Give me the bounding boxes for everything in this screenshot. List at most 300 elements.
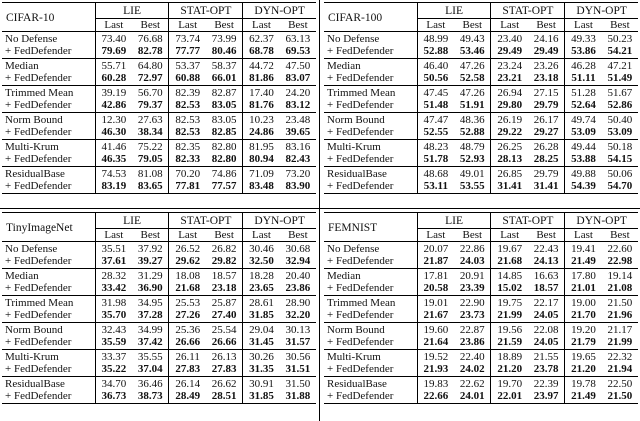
cell-value-bold: 52.58: [459, 72, 485, 84]
cell-value: 30.26: [243, 350, 280, 364]
cell-value: 49.88: [565, 167, 602, 181]
cell-value-bold: 51.11: [565, 72, 602, 86]
panel-femnist: [324, 212, 638, 419]
cell-value-bold: 80.94: [243, 153, 280, 167]
cell-value-bold: 35.22: [95, 363, 132, 377]
cell-value-bold: 83.19: [95, 180, 132, 194]
cell-value: 26.13: [211, 350, 237, 363]
cell-value: 49.43: [459, 32, 485, 45]
cell-value-bold: 23.65: [243, 282, 280, 296]
cell-value-bold: 28.25: [533, 153, 559, 165]
cell-value: 62.37: [243, 32, 280, 46]
table-row: [324, 269, 638, 283]
cell-value: 25.87: [211, 296, 237, 309]
cell-value: 27.15: [533, 86, 559, 99]
cell-value: 26.17: [533, 113, 559, 126]
cell-value-bold: 53.55: [459, 180, 485, 192]
cell-value-bold: 21.20: [565, 363, 602, 377]
cell-value-bold: 24.86: [243, 126, 280, 140]
cell-value-bold: 23.18: [211, 282, 237, 294]
cell-value: 19.65: [565, 350, 602, 364]
defense-name: Multi-Krum: [5, 350, 59, 363]
metric-subheader: Best: [288, 228, 308, 241]
cell-value-bold: 21.79: [565, 336, 602, 350]
attack-group-header: STAT-OPT: [491, 213, 565, 229]
cell-value-bold: 15.02: [491, 282, 528, 296]
cell-value: 53.37: [169, 59, 206, 73]
cell-value-bold: 39.27: [137, 255, 163, 267]
cell-value: 22.86: [459, 242, 485, 255]
cell-value-bold: 24.05: [533, 309, 559, 321]
cell-value: 31.98: [95, 296, 132, 310]
attack-group-header: STAT-OPT: [169, 213, 243, 229]
defense-name: No Defense: [327, 32, 380, 45]
table-row: [2, 126, 316, 140]
cell-value: 30.68: [285, 242, 311, 255]
cell-value: 20.91: [459, 269, 485, 282]
feddefender-label: + FedDefender: [327, 336, 394, 348]
feddefender-label: + FedDefender: [5, 255, 72, 267]
cell-value: 23.26: [533, 59, 559, 72]
cell-value: 46.28: [565, 59, 602, 73]
metric-subheader: Best: [462, 18, 483, 31]
cell-value-bold: 22.01: [491, 390, 528, 404]
cell-value: 28.90: [285, 296, 311, 309]
cell-value: 48.99: [417, 32, 454, 46]
cell-value: 51.28: [565, 86, 602, 100]
cell-value: 74.86: [211, 167, 237, 180]
metric-subheader: Best: [214, 228, 234, 241]
cell-value: 41.46: [95, 140, 132, 154]
cell-value-bold: 52.86: [607, 99, 633, 111]
cell-value: 26.85: [491, 167, 528, 181]
table-row: [324, 282, 638, 296]
cell-value: 26.62: [211, 377, 237, 390]
cell-value: 25.53: [169, 296, 206, 310]
cell-value-bold: 21.49: [565, 255, 602, 269]
table-row: [324, 309, 638, 323]
defense-name: Norm Bound: [327, 323, 385, 336]
cell-value-bold: 23.78: [533, 363, 559, 375]
table-row: [2, 363, 316, 377]
cell-value-bold: 83.90: [285, 180, 311, 192]
cell-value: 26.25: [491, 140, 528, 154]
cell-value: 48.23: [417, 140, 454, 154]
cell-value: 19.41: [565, 242, 602, 256]
cell-value: 30.91: [243, 377, 280, 391]
cell-value: 19.78: [565, 377, 602, 391]
cell-value: 48.36: [459, 113, 485, 126]
results-table: [2, 2, 316, 194]
defense-name: No Defense: [5, 242, 58, 255]
cell-value: 22.60: [607, 242, 633, 255]
defense-name: Norm Bound: [5, 323, 63, 336]
dataset-title: FEMNIST: [328, 221, 378, 234]
cell-value-bold: 31.41: [491, 180, 528, 194]
cell-value: 23.24: [491, 59, 528, 73]
cell-value: 56.70: [137, 86, 163, 99]
cell-value: 83.16: [285, 140, 311, 153]
table-row: [324, 242, 638, 256]
cell-value: 83.05: [211, 113, 237, 126]
panel-cifar10: [2, 2, 316, 207]
cell-value-bold: 24.13: [533, 255, 559, 267]
cell-value-bold: 26.66: [169, 336, 206, 350]
cell-value-bold: 32.20: [285, 309, 311, 321]
feddefender-label: + FedDefender: [327, 153, 394, 165]
cell-value-bold: 21.50: [607, 390, 633, 402]
results-table: [2, 212, 316, 404]
cell-value-bold: 31.51: [285, 363, 311, 375]
cell-value: 25.36: [169, 323, 206, 337]
cell-value: 64.80: [137, 59, 163, 72]
attack-group-header: STAT-OPT: [491, 3, 565, 19]
cell-value-bold: 50.56: [417, 72, 454, 86]
cell-value-bold: 52.88: [459, 126, 485, 138]
cell-value: 23.40: [491, 32, 528, 46]
metric-subheader: Last: [95, 18, 132, 32]
cell-value-bold: 51.48: [417, 99, 454, 113]
cell-value-bold: 35.70: [95, 309, 132, 323]
attack-group-header: DYN-OPT: [243, 213, 316, 229]
cell-value: 22.32: [607, 350, 633, 363]
cell-value: 14.85: [491, 269, 528, 283]
table-row: [324, 350, 638, 364]
cell-value: 82.87: [211, 86, 237, 99]
cell-value: 26.14: [169, 377, 206, 391]
table-row: [2, 86, 316, 100]
feddefender-label: + FedDefender: [327, 126, 394, 138]
cell-value: 30.13: [285, 323, 311, 336]
cell-value: 26.11: [169, 350, 206, 364]
cell-value: 49.44: [565, 140, 602, 154]
cell-value-bold: 31.41: [533, 180, 559, 192]
cell-value: 46.40: [417, 59, 454, 73]
cell-value: 39.19: [95, 86, 132, 100]
cell-value: 17.81: [417, 269, 454, 283]
cell-value: 71.09: [243, 167, 280, 181]
cell-value: 33.37: [95, 350, 132, 364]
cell-value: 35.55: [137, 350, 163, 363]
cell-value-bold: 80.46: [211, 45, 237, 57]
cell-value-bold: 21.70: [565, 309, 602, 323]
cell-value: 26.94: [491, 86, 528, 100]
cell-value-bold: 37.04: [137, 363, 163, 375]
cell-value-bold: 60.88: [169, 72, 206, 86]
cell-value-bold: 36.73: [95, 390, 132, 404]
table-row: [324, 113, 638, 127]
cell-value: 19.70: [491, 377, 528, 391]
cell-value: 22.50: [607, 377, 633, 390]
metric-subheader: Last: [417, 228, 454, 242]
cell-value: 18.57: [211, 269, 237, 282]
cell-value-bold: 38.73: [137, 390, 163, 402]
cell-value-bold: 54.39: [565, 180, 602, 194]
cell-value: 21.17: [607, 323, 633, 336]
cell-value-bold: 24.03: [459, 255, 485, 267]
cell-value-bold: 29.27: [533, 126, 559, 138]
cell-value: 17.80: [565, 269, 602, 283]
cell-value-bold: 52.93: [459, 153, 485, 165]
cell-value-bold: 54.70: [607, 180, 633, 192]
cell-value-bold: 29.79: [533, 99, 559, 111]
metric-subheader: Last: [243, 18, 280, 32]
cell-value-bold: 21.68: [491, 255, 528, 269]
cell-value: 51.67: [607, 86, 633, 99]
table-row: [2, 59, 316, 73]
cell-value: 22.39: [533, 377, 559, 390]
panel-cifar100: [324, 2, 638, 207]
metric-subheader: Best: [288, 18, 308, 31]
cell-value-bold: 77.81: [169, 180, 206, 194]
cell-value-bold: 33.42: [95, 282, 132, 296]
metric-subheader: Best: [462, 228, 483, 241]
cell-value-bold: 60.28: [95, 72, 132, 86]
feddefender-label: + FedDefender: [5, 99, 72, 111]
table-row: [2, 99, 316, 113]
feddefender-label: + FedDefender: [5, 309, 72, 321]
defense-name: Norm Bound: [5, 113, 63, 126]
cell-value-bold: 27.40: [211, 309, 237, 321]
metric-subheader: Best: [610, 228, 630, 241]
cell-value-bold: 21.93: [417, 363, 454, 377]
attack-group-header: DYN-OPT: [243, 3, 316, 19]
cell-value-bold: 66.01: [211, 72, 237, 84]
cell-value: 58.37: [211, 59, 237, 72]
cell-value-bold: 72.97: [137, 72, 163, 84]
cell-value: 22.90: [459, 296, 485, 309]
cell-value-bold: 68.78: [243, 45, 280, 59]
panel-tinyimagenet: [2, 212, 316, 419]
table-row: [324, 323, 638, 337]
cell-value: 73.74: [169, 32, 206, 46]
cell-value: 19.56: [491, 323, 528, 337]
cell-value: 76.68: [137, 32, 163, 45]
cell-value: 22.17: [533, 296, 559, 309]
cell-value: 73.20: [285, 167, 311, 180]
cell-value-bold: 82.53: [169, 126, 206, 140]
cell-value: 18.08: [169, 269, 206, 283]
cell-value-bold: 31.85: [243, 309, 280, 323]
cell-value-bold: 79.37: [137, 99, 163, 111]
cell-value: 26.28: [533, 140, 559, 153]
cell-value-bold: 31.85: [243, 390, 280, 404]
defense-name: Multi-Krum: [327, 350, 381, 363]
cell-value: 35.51: [95, 242, 132, 256]
cell-value-bold: 53.09: [565, 126, 602, 140]
attack-group-header: STAT-OPT: [169, 3, 243, 19]
cell-value-bold: 79.05: [137, 153, 163, 165]
cell-value-bold: 29.62: [169, 255, 206, 269]
table-row: [324, 180, 638, 194]
cell-value-bold: 18.57: [533, 282, 559, 294]
cell-value: 81.95: [243, 140, 280, 154]
attack-group-header: DYN-OPT: [565, 3, 638, 19]
cell-value-bold: 21.64: [417, 336, 454, 350]
cell-value-bold: 21.99: [491, 309, 528, 323]
cell-value-bold: 29.82: [211, 255, 237, 267]
cell-value: 24.20: [285, 86, 311, 99]
defense-name: Median: [5, 59, 39, 72]
metric-subheader: Last: [417, 18, 454, 32]
cell-value-bold: 29.49: [491, 45, 528, 59]
feddefender-label: + FedDefender: [5, 363, 72, 375]
metric-subheader: Last: [169, 18, 206, 32]
cell-value-bold: 82.43: [285, 153, 311, 165]
cell-value: 26.19: [491, 113, 528, 127]
defense-name: Trimmed Mean: [327, 86, 396, 99]
cell-value: 22.43: [533, 242, 559, 255]
cell-value: 82.39: [169, 86, 206, 100]
table-row: [324, 255, 638, 269]
defense-name: ResidualBase: [5, 167, 65, 180]
cell-value-bold: 54.21: [607, 45, 633, 57]
attack-group-header: LIE: [417, 3, 491, 19]
cell-value-bold: 23.86: [285, 282, 311, 294]
cell-value-bold: 21.08: [607, 282, 633, 294]
table-row: [2, 377, 316, 391]
table-row: [324, 32, 638, 46]
cell-value: 30.56: [285, 350, 311, 363]
cell-value: 22.62: [459, 377, 485, 390]
cell-value-bold: 24.05: [533, 336, 559, 348]
defense-name: Trimmed Mean: [5, 86, 74, 99]
cell-value-bold: 37.28: [137, 309, 163, 321]
cell-value-bold: 27.83: [211, 363, 237, 375]
table-row: [2, 140, 316, 154]
cell-value: 50.18: [607, 140, 633, 153]
feddefender-label: + FedDefender: [327, 180, 394, 192]
cell-value: 19.60: [417, 323, 454, 337]
defense-name: ResidualBase: [327, 167, 387, 180]
defense-name: Multi-Krum: [5, 140, 59, 153]
metric-subheader: Best: [610, 18, 630, 31]
cell-value: 82.35: [169, 140, 206, 154]
cell-value-bold: 42.86: [95, 99, 132, 113]
table-row: [2, 45, 316, 59]
cell-value-bold: 29.22: [491, 126, 528, 140]
cell-value-bold: 21.59: [491, 336, 528, 350]
dataset-title: CIFAR-100: [328, 11, 383, 24]
cell-value: 19.67: [491, 242, 528, 256]
metric-subheader: Best: [536, 228, 556, 241]
cell-value-bold: 22.98: [607, 255, 633, 267]
cell-value-bold: 83.05: [211, 99, 237, 111]
cell-value: 19.83: [417, 377, 454, 391]
cell-value-bold: 53.46: [459, 45, 485, 57]
cell-value: 34.70: [95, 377, 132, 391]
defense-name: Norm Bound: [327, 113, 385, 126]
feddefender-label: + FedDefender: [5, 336, 72, 348]
cell-value: 47.47: [417, 113, 454, 127]
vertical-divider: [319, 0, 320, 421]
cell-value: 47.26: [459, 59, 485, 72]
cell-value: 47.50: [285, 59, 311, 72]
cell-value: 19.00: [565, 296, 602, 310]
cell-value-bold: 31.57: [285, 336, 311, 348]
cell-value-bold: 77.57: [211, 180, 237, 192]
cell-value: 44.72: [243, 59, 280, 73]
cell-value: 27.63: [137, 113, 163, 126]
table-row: [2, 242, 316, 256]
cell-value: 23.48: [285, 113, 311, 126]
table-row: [2, 336, 316, 350]
cell-value-bold: 21.87: [417, 255, 454, 269]
table-row: [324, 167, 638, 181]
metric-subheader: Last: [243, 228, 280, 242]
cell-value: 18.28: [243, 269, 280, 283]
cell-value: 48.79: [459, 140, 485, 153]
cell-value-bold: 52.64: [565, 99, 602, 113]
cell-value-bold: 23.21: [491, 72, 528, 86]
cell-value: 20.07: [417, 242, 454, 256]
cell-value-bold: 83.65: [137, 180, 163, 192]
cell-value: 16.63: [533, 269, 559, 282]
cell-value: 47.21: [607, 59, 633, 72]
feddefender-label: + FedDefender: [5, 126, 72, 138]
feddefender-label: + FedDefender: [327, 363, 394, 375]
cell-value-bold: 23.18: [533, 72, 559, 84]
metric-subheader: Last: [95, 228, 132, 242]
cell-value-bold: 28.13: [491, 153, 528, 167]
cell-value: 26.52: [169, 242, 206, 256]
cell-value-bold: 81.86: [243, 72, 280, 86]
table-row: [324, 336, 638, 350]
table-row: [324, 126, 638, 140]
cell-value: 19.14: [607, 269, 633, 282]
table-row: [2, 390, 316, 404]
defense-name: Median: [5, 269, 39, 282]
cell-value: 70.20: [169, 167, 206, 181]
cell-value-bold: 83.07: [285, 72, 311, 84]
cell-value-bold: 21.96: [607, 309, 633, 321]
cell-value-bold: 20.58: [417, 282, 454, 296]
table-row: [2, 323, 316, 337]
cell-value-bold: 29.49: [533, 45, 559, 57]
feddefender-label: + FedDefender: [5, 390, 72, 402]
cell-value: 49.01: [459, 167, 485, 180]
cell-value-bold: 35.59: [95, 336, 132, 350]
cell-value-bold: 32.94: [285, 255, 311, 267]
cell-value: 21.55: [533, 350, 559, 363]
feddefender-label: + FedDefender: [5, 282, 72, 294]
table-row: [324, 296, 638, 310]
cell-value: 37.92: [137, 242, 163, 255]
cell-value: 26.82: [211, 242, 237, 255]
metric-subheader: Best: [140, 228, 161, 241]
feddefender-label: + FedDefender: [327, 72, 394, 84]
cell-value: 22.08: [533, 323, 559, 336]
cell-value-bold: 39.65: [285, 126, 311, 138]
feddefender-label: + FedDefender: [327, 99, 394, 111]
table-row: [2, 113, 316, 127]
cell-value-bold: 29.80: [491, 99, 528, 113]
cell-value-bold: 27.26: [169, 309, 206, 323]
cell-value-bold: 51.91: [459, 99, 485, 111]
table-row: [2, 72, 316, 86]
metric-subheader: Last: [169, 228, 206, 242]
cell-value-bold: 82.33: [169, 153, 206, 167]
cell-value-bold: 53.09: [607, 126, 633, 138]
cell-value-bold: 23.86: [459, 336, 485, 348]
cell-value: 81.08: [137, 167, 163, 180]
cell-value-bold: 31.45: [243, 336, 280, 350]
cell-value-bold: 79.69: [95, 45, 132, 59]
cell-value-bold: 27.83: [169, 363, 206, 377]
metric-subheader: Last: [565, 228, 602, 242]
defense-name: ResidualBase: [5, 377, 65, 390]
cell-value-bold: 24.01: [459, 390, 485, 402]
